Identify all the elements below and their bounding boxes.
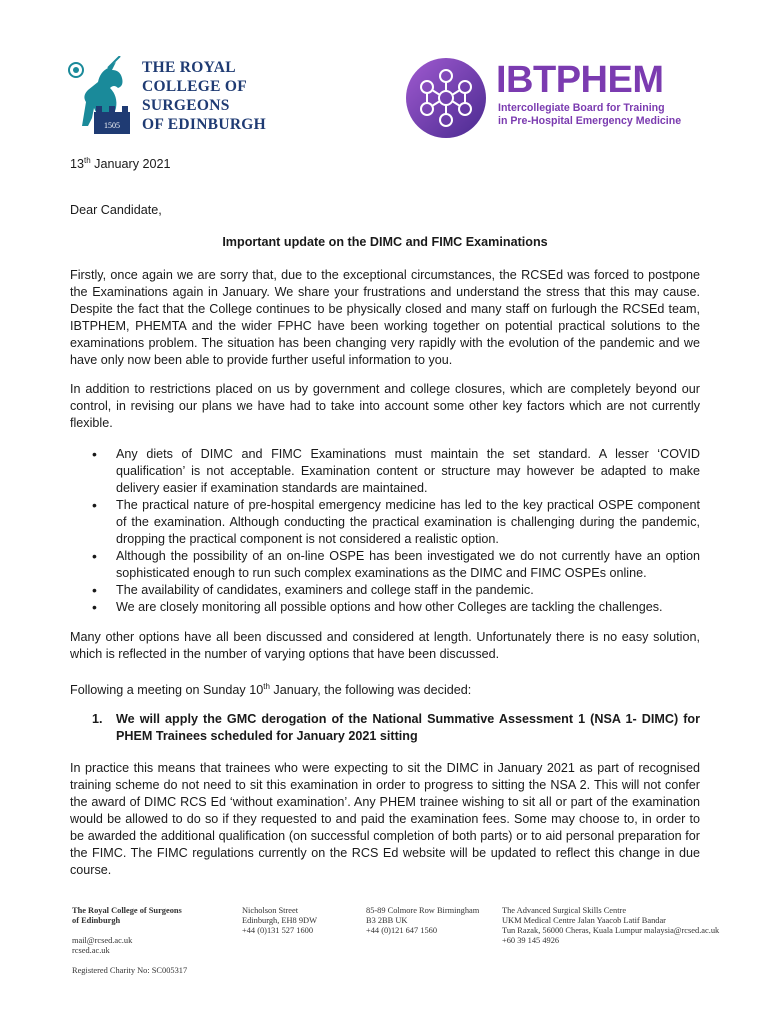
meeting-text-b: January, the following was decided: [269, 683, 472, 698]
footer-address-malaysia [502, 906, 732, 946]
crest-year: 1505 [104, 121, 120, 130]
footer-web[interactable]: rcsed.ac.uk [72, 946, 110, 955]
footer-org-line-1: The Royal College of Surgeons [72, 906, 182, 915]
ibtphem-wordmark: IBTPHEM [496, 59, 664, 101]
footer-charity: Registered Charity No: SC005317 [72, 966, 188, 975]
rcsed-line-3: SURGEONS [142, 97, 230, 114]
footer-email[interactable]: mail@rcsed.ac.uk [72, 936, 133, 945]
malaysia-line-3: Tun Razak, 56000 Cheras, Kuala Lumpur malaysia@rcsed.ac.uk [502, 926, 720, 935]
date-day: 13 [70, 157, 85, 172]
decision-text: We will apply the GMC derogation of the National Summative Assessment 1 (NSA 1- DIMC) for PHEM Trainees scheduled for January 2021 sitting [116, 712, 700, 743]
rcsed-line-1: THE ROYAL [142, 59, 236, 76]
malaysia-line-1: The Advanced Surgical Skills Centre [502, 906, 627, 915]
malaysia-line-2: UKM Medical Centre Jalan Yaacob Latif Bandar [502, 916, 666, 925]
paragraph-intro: Firstly, once again we are sorry that, due to the exceptional circumstances, the RCSEd was forced to postpone the Examinations again in January. We share your frustrations and understand the stress that this may cause. Despite the fact that the College continues to be physically closed and many staff on furlough the RCSEd team, IBTPHEM, PHEMTA and the wider FPHC have been working together on potential practical solutions to the examinations problem. The situation has been changing very rapidly with the evolution of the pandemic and we have only now been able to provide further useful information to you. [70, 268, 700, 367]
paragraph-restrictions: In addition to restrictions placed on us by government and college closures, which are completely beyond our control, in revising our plans we have had to take into account some other key factors which are not currently flexible. [70, 382, 700, 430]
ibtphem-subtitle [498, 102, 708, 128]
meeting-text-a: Following a meeting on Sunday 10 [70, 683, 264, 698]
rcsed-line-2: COLLEGE OF [142, 78, 248, 95]
footer-org [72, 906, 222, 926]
letter-date [70, 152, 700, 173]
malaysia-phone: +60 39 145 4926 [502, 936, 560, 945]
greeting: Dear Candidate, [70, 203, 162, 217]
edinburgh-street: Nicholson Street [242, 906, 299, 915]
rcsed-wordmark [142, 58, 292, 134]
unicorn-crest-icon [64, 56, 136, 136]
birmingham-street: 85-89 Colmore Row Birmingham [366, 906, 480, 915]
ibtphem-subtitle-line-2: in Pre-Hospital Emergency Medicine [498, 115, 682, 127]
footer-contact [72, 936, 132, 956]
paragraph-practice: In practice this means that trainees who were expecting to sit the DIMC in January 2021 as part of recognised training scheme do not need to sit this examination in order to progress to sitting the NSA 2. This will not confer the award of DIMC RCS Ed ‘without examination’. Any PHEM trainee wishing to sit all or part of the examination would be allowed to do so if they requested to and paid the examination fees. Some may choose to, in order to be awarded the additional qualification (on successful completion of both parts) or to aid personal preparation for the FIMC. The FIMC regulations currently on the RCS Ed website will be updated to reflect this change in due course. [70, 761, 700, 877]
molecule-emblem-icon [400, 56, 492, 140]
edinburgh-phone: +44 (0)131 527 1600 [242, 926, 314, 935]
meeting-suffix: th [263, 682, 270, 691]
ibtphem-subtitle-line-1: Intercollegiate Board for Training [498, 102, 665, 114]
rcsed-logo [64, 56, 284, 136]
birmingham-postcode: B3 2BB UK [366, 916, 408, 925]
key-factors-list [90, 446, 700, 616]
paragraph-meeting [70, 678, 700, 699]
birmingham-phone: +44 (0)121 647 1560 [366, 926, 438, 935]
date-suffix: th [84, 156, 91, 165]
edinburgh-city: Edinburgh, EH8 9DW [242, 916, 317, 925]
list-item: • The practical nature of pre-hospital emergency medicine has led to the key practical OSPE component of the examination. Although conducting the practical examination is challenging during the pandemic, dropping the practical component is not considered a realistic option. [90, 497, 700, 548]
decision-number: 1. [92, 712, 103, 726]
footer-address-edinburgh [242, 906, 352, 936]
rcsed-line-4: OF EDINBURGH [142, 116, 267, 133]
list-item: • The availability of candidates, examiners and college staff in the pandemic. [90, 582, 700, 599]
paragraph-options: Many other options have all been discussed and considered at length. Unfortunately there is no easy solution, which is reflected in the number of varying options that have been discussed. [70, 630, 700, 661]
decision-item-1 [92, 711, 700, 745]
footer-address-birmingham [366, 906, 496, 936]
ibtphem-logo [400, 52, 710, 144]
list-item: • Any diets of DIMC and FIMC Examinations must maintain the set standard. A lesser ‘COVID qualification’ is not acceptable. Examination content or structure may however be adapted to make delivery easier if examination standards are maintained. [90, 446, 700, 497]
list-item: • We are closely monitoring all possible options and how other Colleges are tackling the challenges. [90, 599, 700, 616]
letter-title: Important update on the DIMC and FIMC Examinations [222, 235, 548, 249]
date-rest: January 2021 [90, 157, 171, 172]
list-item: • Although the possibility of an on-line OSPE has been investigated we do not currently have an option sophisticated enough to run such complex examinations as the DIMC and FIMC OSPEs online. [90, 548, 700, 582]
footer-org-line-2: of Edinburgh [72, 916, 121, 925]
